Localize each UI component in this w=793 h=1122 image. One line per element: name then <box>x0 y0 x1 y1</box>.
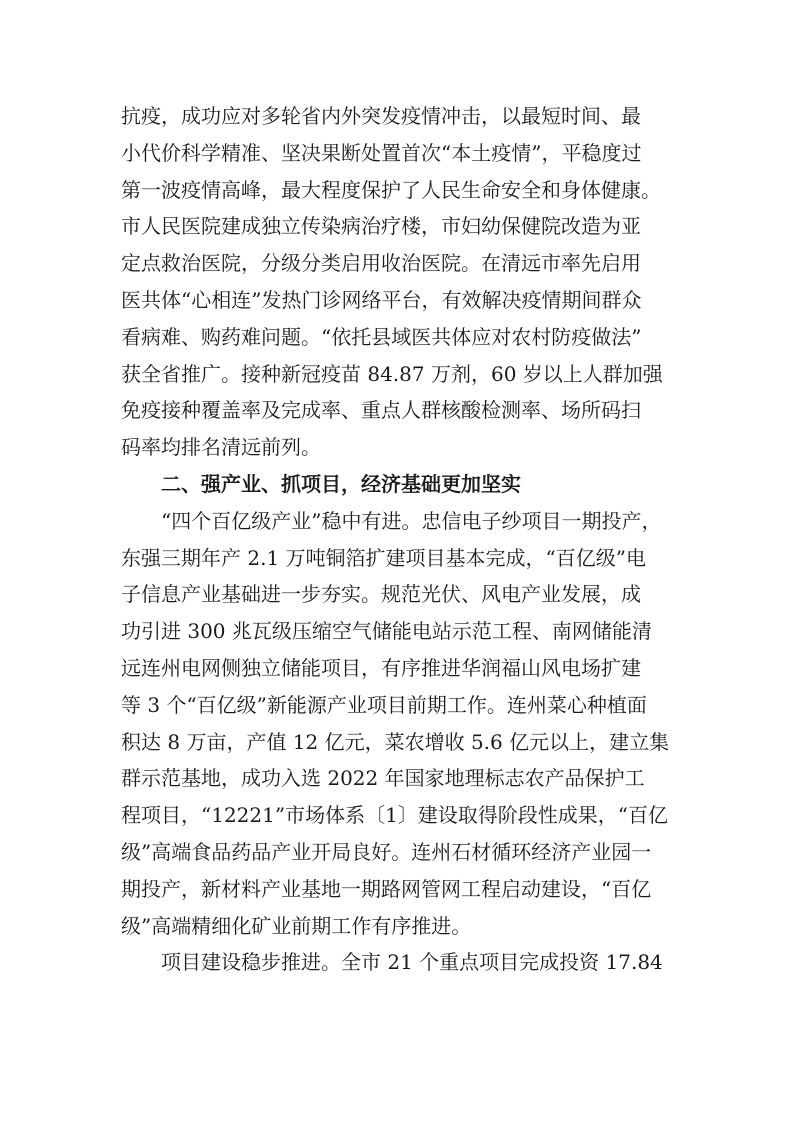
body-text <box>121 98 681 981</box>
text-line: 程项目，“12221”市场体系〔1〕建设取得阶段性成果，“百亿 <box>121 803 669 828</box>
text-line: 医共体“心相连”发热门诊网络平台，有效解决疫情期间群众 <box>121 287 642 312</box>
text-line: 级”高端精细化矿业前期工作有序推进。 <box>121 913 472 938</box>
text-line: 看病难、购药难问题。“依托县域医共体应对农村防疫做法” <box>121 324 642 349</box>
text-line: 远连州电网侧独立储能项目，有序推进华润福山风电场扩建 <box>121 655 641 680</box>
text-line: 免疫接种覆盖率及完成率、重点人群核酸检测率、场所码扫 <box>121 398 641 423</box>
text-line: 功引进 300 兆瓦级压缩空气储能电站示范工程、南网储能清 <box>121 619 652 644</box>
text-line: 获全省推广。接种新冠疫苗 84.87 万剂，60 岁以上人群加强 <box>121 361 663 386</box>
text-line: 等 3 个“百亿级”新能源产业项目前期工作。连州菜心种植面 <box>121 692 647 717</box>
text-line: 抗疫，成功应对多轮省内外突发疫情冲击，以最短时间、最 <box>121 104 641 128</box>
text-line: 级”高端食品药品产业开局良好。连州石材循环经济产业园一 <box>121 839 652 864</box>
text-line: 群示范基地，成功入选 2022 年国家地理标志农产品保护工 <box>121 766 645 791</box>
text-line: 东强三期年产 2.1 万吨铜箔扩建项目基本完成，“百亿级”电 <box>121 545 646 570</box>
text-line: 期投产，新材料产业基地一期路网管网工程启动建设，“百亿 <box>121 876 652 901</box>
text-line: 积达 8 万亩，产值 12 亿元，菜农增收 5.6 亿元以上，建立集 <box>121 729 670 754</box>
text-line: 小代价科学精准、坚决果断处置首次“本土疫情”，平稳度过 <box>121 140 642 165</box>
text-line: 项目建设稳步推进。全市 21 个重点项目完成投资 17.84 <box>161 950 663 975</box>
text-line: 定点救治医院，分级分类启用收治医院。在清远市率先启用 <box>121 251 641 276</box>
text-line: 码率均排名清远前列。 <box>121 435 321 460</box>
text-line: 子信息产业基础进一步夯实。规范光伏、风电产业发展，成 <box>121 582 641 607</box>
text-line: “四个百亿级产业”稳中有进。忠信电子纱项目一期投产， <box>161 508 662 533</box>
text-line: 第一波疫情高峰，最大程度保护了人民生命安全和身体健康。 <box>121 177 661 202</box>
text-line: 市人民医院建成独立传染病治疗楼，市妇幼保健院改造为亚 <box>121 214 641 239</box>
section-heading: 二、强产业、抓项目，经济基础更加坚实 <box>161 471 521 496</box>
